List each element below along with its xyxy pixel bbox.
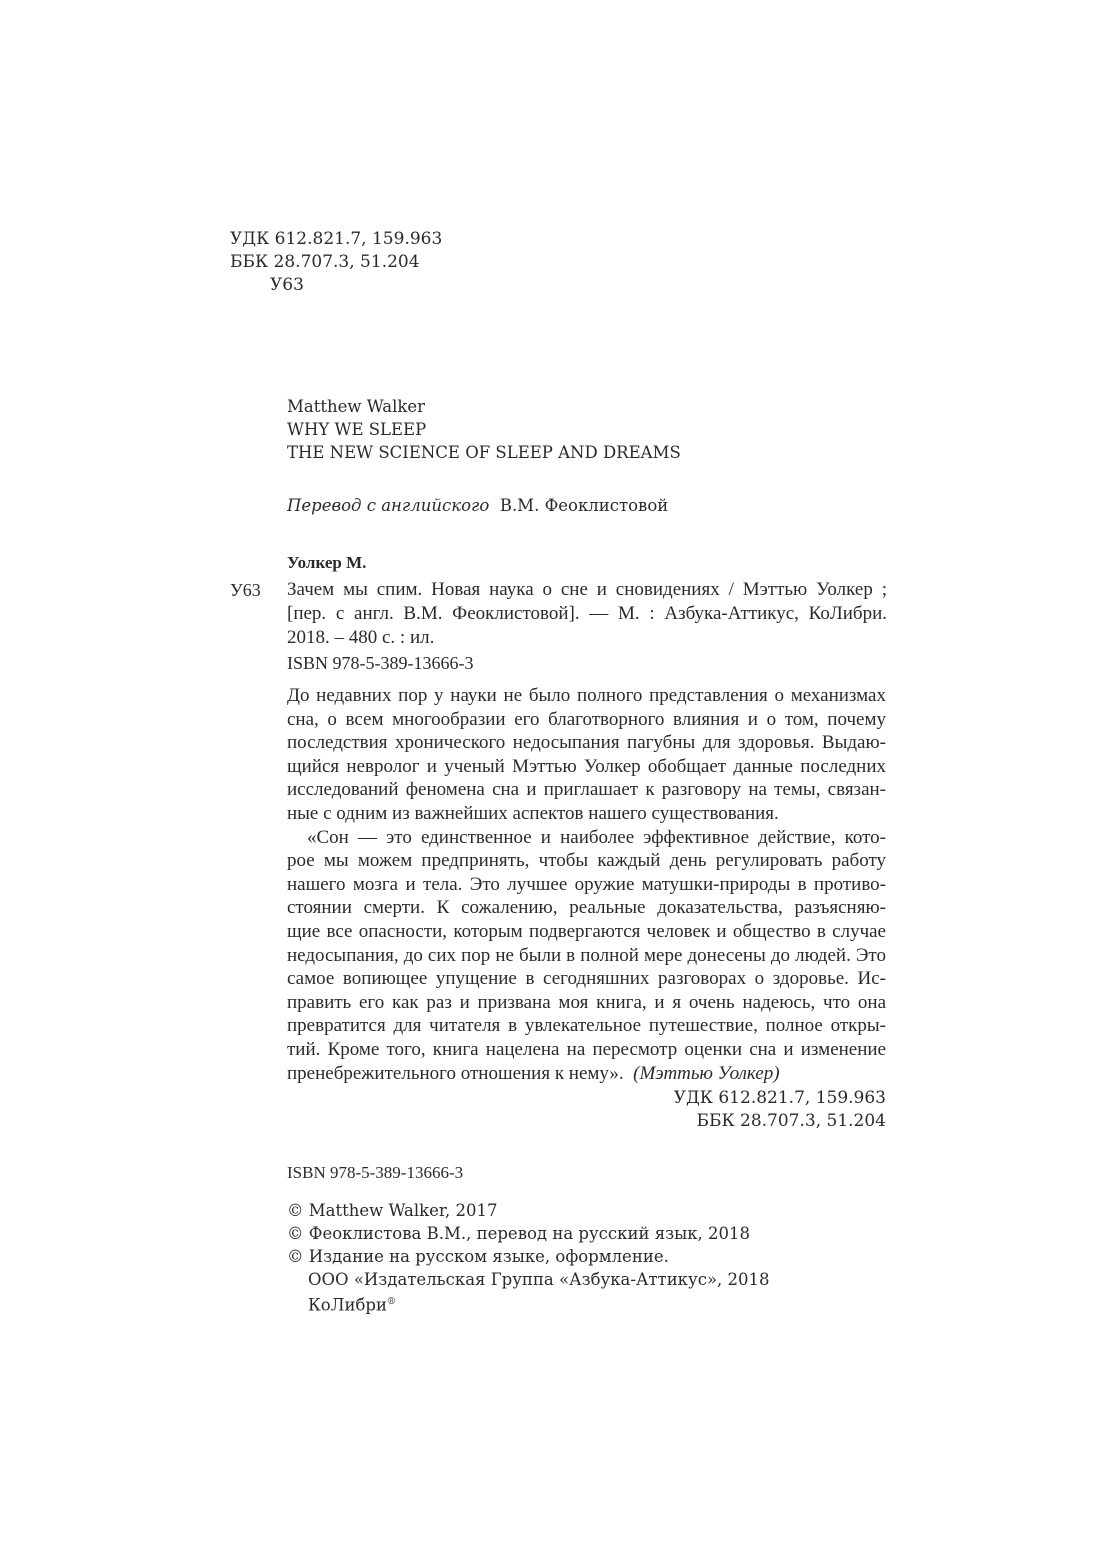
copyright-block: [287, 1199, 770, 1317]
annotation: [287, 684, 886, 1085]
isbn-record: ISBN 978-5-389-13666-3: [287, 653, 474, 673]
original-title: WHY WE SLEEP: [287, 420, 427, 439]
quote-line: недосыпания, до сих пор не были в полной мере донесены до людей. Это: [287, 944, 886, 966]
copyright-translation: © Феоклистова В.М., перевод на русский язык, 2018: [287, 1224, 751, 1243]
classification-footer: [674, 1087, 886, 1133]
quote-line: стоянии смерти. К сожалению, реальные доказательства, разъясняю-: [287, 897, 886, 919]
classification-header: [230, 228, 442, 297]
annotation-line: исследований феномена сна и приглашает к разговору на темы, связан-: [287, 779, 886, 801]
quote-last-line: [287, 1062, 886, 1086]
bib-line: [пер. с англ. В.М. Феоклистовой]. — М. : Азбука-Аттикус, КоЛибри.: [287, 603, 887, 624]
translation-credit: [287, 496, 668, 515]
author-heading: Уолкер М.: [287, 553, 367, 572]
quote-attribution: (Мэттью Уолкер): [633, 1062, 780, 1084]
quote-end: пренебрежительного отношения к нему».: [287, 1062, 624, 1084]
bib-line: 2018. – 480 с. : ил.: [287, 627, 435, 648]
original-edition: [287, 395, 681, 464]
quote-line: нашего мозга и тела. Это лучшее оружие матушки-природы в противо-: [287, 873, 886, 895]
annotation-line: последствия хронического недосыпания пагубны для здоровья. Выдаю-: [287, 732, 886, 754]
bib-line: Зачем мы спим. Новая наука о сне и сновидениях / Мэттью Уолкер ;: [287, 579, 887, 600]
isbn-imprint: ISBN 978-5-389-13666-3: [287, 1163, 464, 1182]
annotation-line: сна, о всем многообразии его благотворного влияния и о том, почему: [287, 708, 886, 730]
bibliographic-description: [287, 578, 887, 650]
annotation-line: До недавних пор у науки не было полного представления о механизмах: [287, 685, 886, 706]
original-subtitle: THE NEW SCIENCE OF SLEEP AND DREAMS: [287, 443, 681, 462]
publisher-line: ООО «Издательская Группа «Азбука-Аттикус», 2018: [308, 1270, 770, 1289]
original-author: Matthew Walker: [287, 397, 426, 416]
quote-line: тий. Кроме того, книга нацелена на пересмотр оценки сна и изменение: [287, 1038, 886, 1060]
quote-line: щие все опасности, которым подвергаются человек и общество в случае: [287, 920, 886, 942]
imprint-name-line: [287, 1291, 770, 1317]
quote-line: самое вопиющее упущение в сегодняшних разговорах о здоровье. Ис-: [287, 968, 886, 990]
annotation-line: щийся невролог и ученый Мэттью Уолкер обобщает данные последних: [287, 755, 886, 777]
quote-line: превратится для читателя в увлекательное путешествие, полное откры-: [287, 1015, 886, 1037]
copyright-author: © Matthew Walker, 2017: [287, 1201, 498, 1220]
udk-code-footer: УДК 612.821.7, 159.963: [673, 1088, 886, 1108]
copyright-edition: © Издание на русском языке, оформление.: [287, 1247, 669, 1266]
bbk-code-footer: ББК 28.707.3, 51.204: [696, 1111, 886, 1131]
imprint-name: КоЛибри: [308, 1295, 387, 1315]
registered-mark: ®: [386, 1297, 396, 1307]
quote-line: «Сон — это единственное и наиболее эффективное действие, кото-: [307, 826, 886, 848]
author-mark: У63: [270, 275, 304, 295]
udk-code: УДК 612.821.7, 159.963: [230, 229, 443, 249]
quote-line: рое мы можем предпринять, чтобы каждый день регулировать работу: [287, 850, 886, 872]
quote-line: править его как раз и призвана моя книга, и я очень надеюсь, что она: [287, 991, 886, 1013]
translator-name: В.М. Феоклистовой: [499, 496, 669, 515]
bbk-code: ББК 28.707.3, 51.204: [230, 252, 420, 272]
annotation-line: ные с одним из важнейших аспектов нашего существования.: [287, 802, 779, 824]
author-mark-left: У63: [230, 580, 261, 600]
translation-label: Перевод с английского: [287, 496, 490, 515]
